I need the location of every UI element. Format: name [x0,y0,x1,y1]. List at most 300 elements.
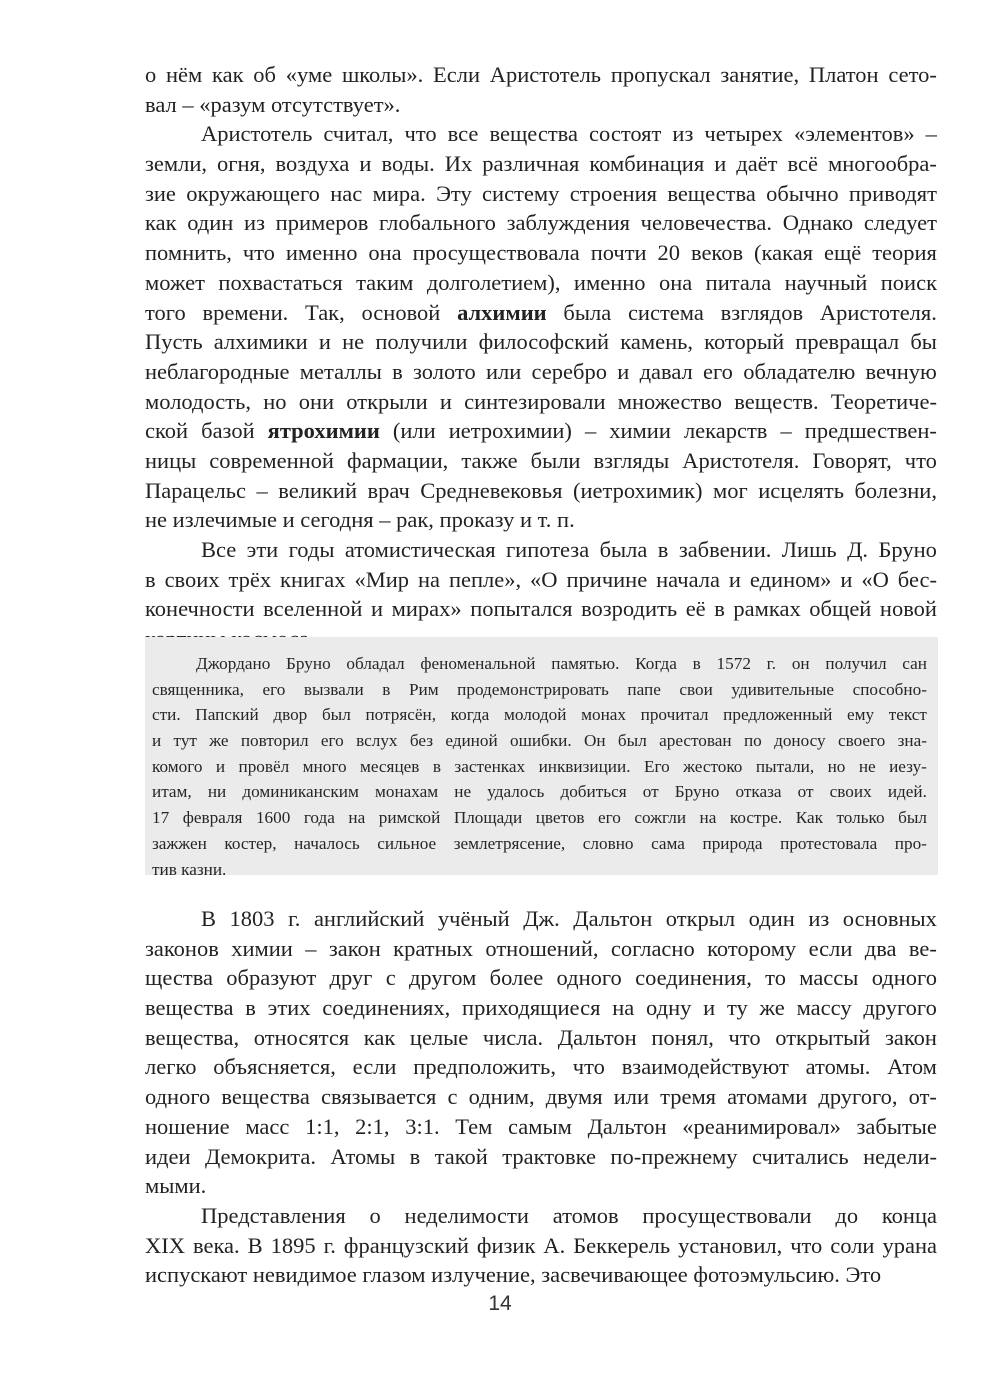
word: Эту [436,180,472,206]
word: ошибки. [510,731,572,751]
word: памятью. [551,654,620,673]
text-line [145,208,937,238]
word: может [145,269,205,295]
word: Дальтон [557,1024,637,1050]
word: Парацельс [145,477,246,503]
text-line [152,831,927,857]
word: неблагородные [145,358,290,384]
word: который [704,329,785,355]
word: единой [445,731,498,751]
word: Демокрита. [204,1143,316,1169]
word: атомы. [805,1054,871,1080]
word: мирах» [391,596,462,622]
word: Д. [847,537,869,562]
word: на [612,995,635,1021]
word: таким [356,269,414,295]
word: с [385,965,396,991]
word: приводят [848,180,937,206]
word: окружающего [186,180,320,206]
word: Все [201,537,237,562]
word: взаимодействуют [621,1054,789,1080]
word: природа [702,833,763,853]
word: химии [609,418,671,444]
word: воздуха [275,151,350,177]
word: эти [246,537,279,562]
word: цветов [535,808,585,828]
word: от [797,782,814,802]
word: забвении. [678,537,772,562]
word: книгах [280,566,346,592]
word: взглядов [720,299,804,325]
word: два [864,935,897,961]
word: огня, [217,151,266,177]
word: приходящиеся [462,995,601,1021]
word: Тем [455,1113,493,1139]
word: и [840,566,853,592]
word: (или [392,418,436,444]
word: 2:1, [355,1113,390,1139]
word: в [245,995,256,1021]
word: пытали, [755,756,815,776]
word: 1600 [255,808,291,828]
word: Папский [195,705,259,725]
word: похвастаться [218,269,343,295]
word: вселенной [263,596,363,622]
word: сильное [377,833,437,853]
text-line [152,728,927,754]
word: засвечивающее [541,1262,688,1288]
word: научный [784,269,868,295]
word: – [780,418,792,444]
word: конечности [145,596,255,622]
word: давал [639,358,693,384]
word: самым [508,1113,572,1139]
word: «Мир [354,566,410,592]
word: от [642,782,659,802]
word: следует [863,210,937,236]
word: же [209,731,229,751]
word: и [617,358,630,384]
word: вещества, [145,1024,240,1050]
word: ещё [823,240,862,266]
word: излучение, [431,1262,536,1288]
word: камень, [620,329,693,355]
word: Дальтон [573,906,653,931]
word: не [342,329,365,355]
word: фармации, [347,447,449,473]
word: соединениях, [322,995,451,1021]
word: о [369,1202,381,1228]
word: все [447,121,479,147]
word: лекарств [683,418,768,444]
word: если [808,935,853,961]
word: болезни, [854,477,937,503]
word: Платон [808,62,879,87]
word: что [904,447,937,473]
word: вещества [145,995,234,1021]
word: примеров [275,210,369,236]
word: иезу- [889,756,927,776]
word: продемонстрировать [457,679,609,699]
word: глазом [362,1262,426,1288]
word: «О [861,566,889,592]
word: что [242,240,275,266]
text-line [152,651,927,677]
main-text-top [145,60,937,654]
word: ношение [145,1113,230,1139]
word: учёный [437,906,510,931]
word: или [613,1084,649,1110]
word: золото [413,358,476,384]
word: также [461,447,518,473]
word: комого [152,756,203,776]
word: школы». [341,62,424,87]
word: в [692,654,701,673]
word: доминиканским [242,782,359,802]
word: взгляды [593,447,670,473]
text-line [145,565,937,595]
word: Это [845,1262,882,1288]
word: множество [617,388,723,414]
word: молодой [503,705,567,725]
word: года [303,808,335,828]
word: она [658,269,693,295]
text-line [145,904,937,934]
word: его [598,808,621,828]
word: «разум [199,91,266,117]
word: идеи [145,1143,191,1169]
word: трактовке [502,1143,597,1169]
word: но [827,756,846,776]
word: Лишь [781,537,837,562]
word: удивительные [731,679,835,699]
word: повторил [240,731,309,751]
word: занятие, [720,62,800,87]
word: вызвали [303,679,364,699]
word: объясняется, [213,1054,336,1080]
word: и [519,507,532,533]
word: обладал [346,654,405,673]
word: новой [879,596,937,622]
word: именно [285,240,358,266]
word: друг [329,965,373,991]
word: римской [378,808,441,828]
word: месяцев [360,756,420,776]
word: возродить [581,596,678,622]
word: одного [145,1084,211,1110]
word: систему [482,180,560,206]
word: ему [846,705,875,725]
text-line [145,387,937,417]
word: другого [863,995,937,1021]
word: излечимые [172,507,277,533]
word: об [253,62,276,87]
word: – [305,935,317,961]
word: основой [361,299,441,325]
word: что [790,1232,823,1258]
word: воды. [381,151,435,177]
word: состоят [589,121,662,147]
word: костер, [224,833,277,853]
word: кратных [393,935,473,961]
word: считал, [323,121,394,147]
word: своего [837,731,886,751]
word: г. [288,906,301,931]
word: закон [328,935,381,961]
word: Рим [408,679,439,699]
word: его [703,358,733,384]
text-line [145,238,937,268]
word: предшествен- [804,418,937,444]
word: в [432,756,441,776]
sidebar-box-bruno [145,637,938,879]
text-line [145,1231,937,1261]
text-line [145,934,937,964]
word: из [244,210,265,236]
word: иетрохимии) [448,418,572,444]
word: Говорят, [812,447,892,473]
word: идей. [887,782,927,802]
word: веков [690,240,744,266]
word: такой [434,1143,488,1169]
word: по-прежнему [610,1143,738,1169]
word: мог [713,477,748,503]
text-line [145,1171,937,1201]
word: 20 [657,240,681,266]
word: сан [902,654,927,673]
word: монах [581,705,626,725]
word: начала [656,566,720,592]
word: многообра- [828,151,937,177]
word: был [898,808,927,828]
word: понял, [651,1024,714,1050]
word: металлы [299,358,382,384]
word: был [321,705,351,725]
word: Представления [201,1202,346,1228]
word: открытый [775,1024,871,1050]
word: и [703,995,716,1021]
word: началось [294,833,360,853]
text-line [152,805,927,831]
word: числа. [482,1024,544,1050]
word: по [743,731,762,751]
word: в [392,358,403,384]
word: алхимии [457,299,547,325]
word: и [215,756,226,776]
word: его [320,731,344,751]
text-line [145,327,937,357]
word: человечества. [640,210,772,236]
word: Атом [887,1054,937,1080]
word: четырех [704,121,783,147]
word: массы [799,965,859,991]
word: атомистическая [344,537,496,562]
word: 1803 [229,906,275,931]
word: неделимости [404,1202,529,1228]
word: тив [152,859,177,879]
word: итам, [152,782,192,802]
word: система [627,299,704,325]
word: комбинация [589,151,705,177]
word: что [728,1024,761,1050]
word: урана [882,1232,937,1258]
word: если [352,1054,397,1080]
word: тут [173,731,197,751]
word: словно [582,833,634,853]
word: Он [583,731,606,751]
word: 3:1. [405,1113,440,1139]
text-line [145,993,937,1023]
word: масс [245,1113,290,1139]
word: А. [543,1232,566,1258]
word: щества [145,965,214,991]
word: – [182,91,194,117]
text-line [152,779,927,805]
word: просуществовала [412,240,580,266]
word: вещества [221,1084,310,1110]
word: Аристотеля. [819,299,937,325]
word: алхимики [213,329,308,355]
word: – [256,477,268,503]
word: как [212,62,244,87]
word: попытался [470,596,573,622]
word: на [699,808,717,828]
word: более [489,965,544,991]
word: Если [432,62,480,87]
word: Так, [305,299,345,325]
word: казни. [181,859,227,879]
word: отказа [735,782,782,802]
word: же [759,995,785,1021]
word: сето- [888,62,937,87]
word: доносу [774,731,826,751]
text-line [145,1023,937,1053]
word: общей [809,596,872,622]
text-line [145,119,937,149]
word: и [728,566,741,592]
word: рак, [396,507,434,533]
word: строения [569,180,657,206]
text-line [145,594,937,624]
word: Дальтон [587,1113,667,1139]
text-line [152,677,927,703]
word: согласно [610,935,695,961]
word: «реанимировал» [682,1113,841,1139]
word: просуществовали [642,1202,812,1228]
word: конца [881,1202,937,1228]
word: бес- [897,566,937,592]
word: мыми. [145,1173,207,1199]
word: законов [145,935,219,961]
word: ятрохимии [267,418,380,444]
word: всё [787,151,818,177]
word: 1:1, [305,1113,340,1139]
word: недели- [863,1143,937,1169]
word: Бруно [286,654,331,673]
text-line [145,90,937,120]
word: соединения, [635,965,752,991]
word: другом [408,965,477,991]
word: открыли [346,388,428,414]
word: фотоэмульсию. [693,1262,840,1288]
word: только [836,808,885,828]
word: базой [201,418,255,444]
word: сегодня [300,507,374,533]
word: великий [278,477,357,503]
word: в [409,1143,421,1169]
text-line [145,1142,937,1172]
word: основных [842,906,937,931]
word: и [371,596,384,622]
word: как [145,210,177,236]
text-line [145,298,937,328]
word: и [318,329,331,355]
word: протестовала [780,833,878,853]
word: Их [444,151,473,177]
word: папе [627,679,661,699]
word: «О [530,566,558,592]
word: свои [679,679,713,699]
word: вечную [865,358,937,384]
word: Аристотель [489,62,602,87]
text-line [145,416,937,446]
word: атомами [727,1084,808,1110]
word: В [201,906,217,931]
word: исцелять [758,477,844,503]
word: Пусть [145,329,203,355]
word: арестован [659,731,732,751]
word: когда [450,705,490,725]
word: и [359,151,372,177]
word: двор [273,705,308,725]
word: современной [209,447,334,473]
word: текст [888,705,927,725]
word: молодость, [145,388,251,414]
word: удалось [487,782,545,802]
word: сожгли [634,808,687,828]
word: не [145,507,168,533]
word: этих [267,995,311,1021]
word: английский [313,906,425,931]
word: французский [343,1232,469,1258]
word: теория [872,240,937,266]
word: её [685,596,706,622]
word: то [765,965,786,991]
text-line [145,446,937,476]
text-line [145,179,937,209]
word: ве- [908,935,937,961]
word: что [404,121,437,147]
word: ницы [145,447,197,473]
word: легко [145,1054,197,1080]
word: отношений, [485,935,599,961]
word: своих [829,782,872,802]
word: Бруно [878,537,937,562]
word: вслух [356,731,398,751]
word: он [791,654,810,673]
word: Однако [782,210,854,236]
word: забытые [856,1113,937,1139]
word: трёх [228,566,272,592]
word: (какая [754,240,814,266]
word: что [572,1054,605,1080]
word: различная [482,151,580,177]
word: не [454,782,472,802]
word: едином» [749,566,832,592]
word: 1895 [270,1232,316,1258]
word: 1572 [716,654,751,673]
word: как [363,1024,396,1050]
